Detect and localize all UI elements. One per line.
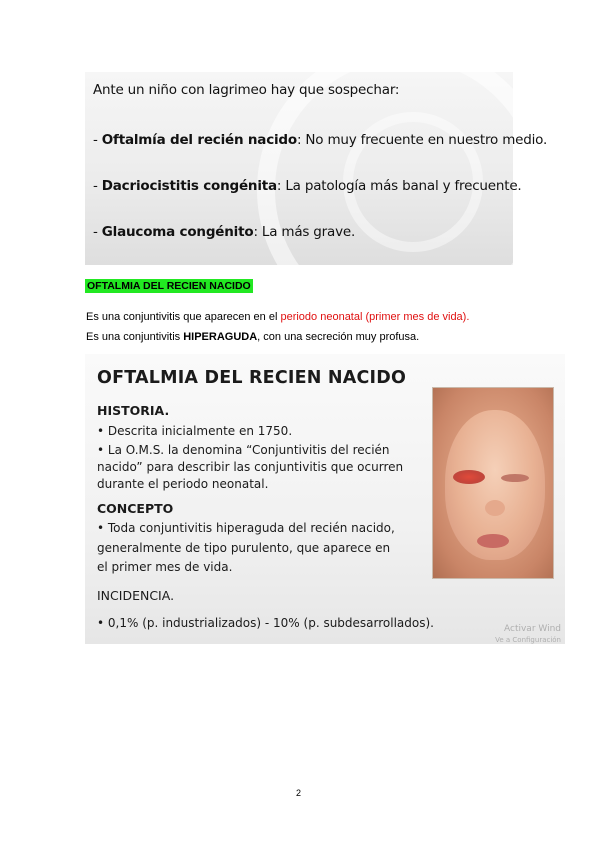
nose (485, 500, 505, 516)
closed-eye (501, 474, 529, 482)
incidencia-heading: INCIDENCIA. (97, 588, 175, 603)
concepto-line: generalmente de tipo purulento, que aparece en (97, 541, 391, 555)
slide-item: - Dacriocistitis congénita: La patología más banal y frecuente. (93, 178, 522, 194)
concepto-heading: CONCEPTO (97, 501, 174, 516)
mouth (477, 534, 509, 548)
slide-title: OFTALMIA DEL RECIEN NACIDO (97, 368, 407, 388)
newborn-photo (432, 387, 554, 579)
slide-intro: Ante un niño con lagrimeo hay que sospechar: (93, 82, 400, 98)
section-heading: OFTALMIA DEL RECIEN NACIDO (87, 280, 251, 292)
historia-line: nacido” para describir las conjuntivitis que ocurren (97, 460, 404, 474)
page-number: 2 (296, 788, 302, 798)
activation-watermark: Activar Wind (504, 624, 561, 634)
paragraph-hiperaguda: Es una conjuntivitis HIPERAGUDA, con una secreción muy profusa. (86, 331, 420, 343)
slide-item: - Oftalmía del recién nacido: No muy frecuente en nuestro medio. (93, 132, 548, 148)
inflamed-eye (453, 470, 485, 484)
historia-heading: HISTORIA. (97, 403, 170, 418)
slide-lagrimeo (85, 72, 548, 265)
slide-oftalmia (85, 354, 565, 644)
paragraph-neonatal: Es una conjuntivitis que aparecen en el periodo neonatal (primer mes de vida). (86, 311, 470, 323)
historia-line: durante el periodo neonatal. (97, 477, 269, 491)
activation-watermark: Ve a Configuración (495, 636, 561, 644)
historia-line: • La O.M.S. la denomina “Conjuntivitis del recién (97, 443, 390, 457)
historia-line: • Descrita inicialmente en 1750. (97, 424, 293, 438)
concepto-line: el primer mes de vida. (97, 560, 233, 574)
incidencia-line: • 0,1% (p. industrializados) - 10% (p. subdesarrollados). (97, 616, 434, 630)
concepto-line: • Toda conjuntivitis hiperaguda del recién nacido, (97, 521, 395, 535)
slide-item: - Glaucoma congénito: La más grave. (93, 224, 356, 240)
